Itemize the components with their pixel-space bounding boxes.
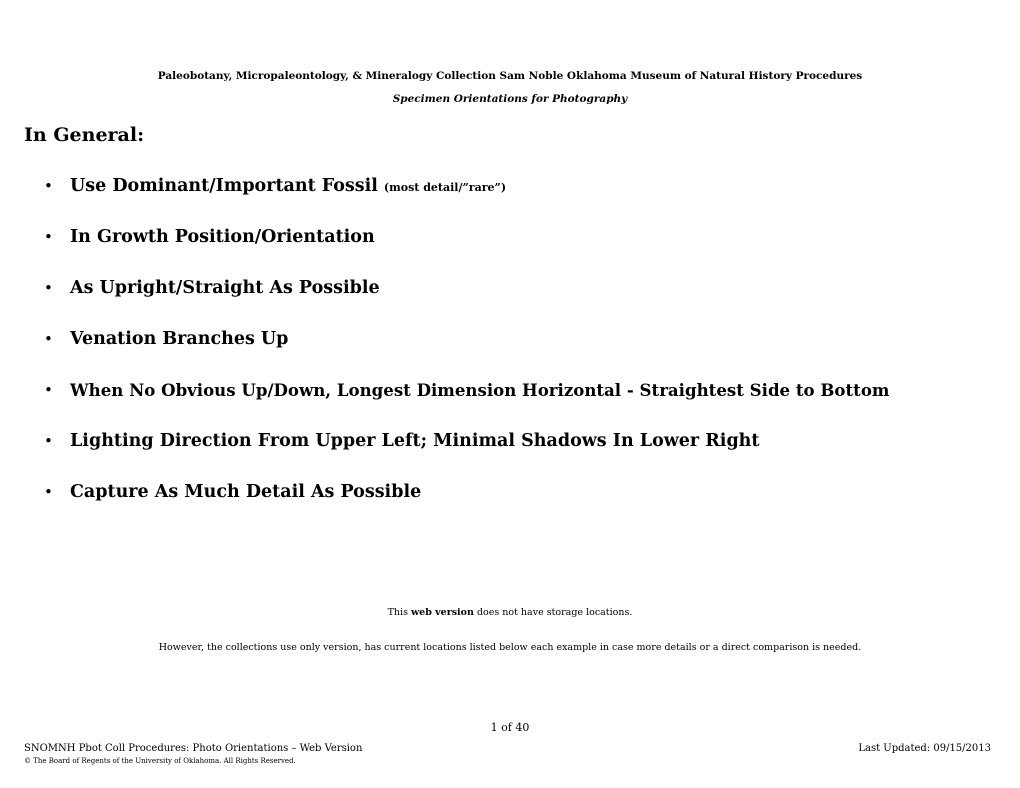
list-item — [44, 429, 889, 480]
list-item — [44, 276, 889, 327]
bullet-icon: • — [44, 330, 53, 348]
list-item-note: (most detail/”rare”) — [383, 181, 507, 194]
bullet-icon: • — [44, 228, 53, 246]
list-item — [44, 378, 889, 429]
list-item-text: Use Dominant/Important Fossil (most detail/”rare”) — [70, 176, 507, 196]
section-heading: In General: — [24, 124, 145, 146]
list-item-text: When No Obvious Up/Down, Longest Dimension Horizontal - Straightest Side to Bottom — [70, 380, 890, 400]
bullet-icon: • — [44, 177, 53, 195]
bullet-icon: • — [44, 381, 53, 399]
footer-last-updated: Last Updated: 09/15/2013 — [858, 743, 991, 754]
list-item-text: Venation Branches Up — [70, 329, 289, 349]
list-item-text: As Upright/Straight As Possible — [70, 278, 380, 298]
list-item-text: Capture As Much Detail As Possible — [70, 482, 422, 502]
web-version-emphasis: web version — [410, 607, 474, 618]
bullet-icon: • — [44, 483, 53, 501]
footer-document-name: SNOMNH Pbot Coll Procedures: Photo Orientations – Web Version — [24, 743, 363, 754]
document-title: Paleobotany, Micropaleontology, & Mineralogy Collection Sam Noble Oklahoma Museum of Natural History Procedures — [157, 70, 863, 82]
collections-note: However, the collections use only version, has current locations listed below each example in case more details or a direct comparison is needed. — [158, 642, 862, 653]
list-item — [44, 480, 889, 531]
bullet-icon: • — [44, 432, 53, 450]
list-item-text: Lighting Direction From Upper Left; Minimal Shadows In Lower Right — [70, 431, 760, 451]
list-item — [44, 225, 889, 276]
page-number: 1 of 40 — [490, 721, 530, 734]
web-version-note: This web version does not have storage locations. — [387, 607, 633, 618]
document-subtitle: Specimen Orientations for Photography — [392, 93, 628, 105]
copyright-notice: © The Board of Regents of the University of Oklahoma. All Rights Reserved. — [24, 757, 296, 765]
bullet-icon: • — [44, 279, 53, 297]
guideline-list — [44, 174, 889, 531]
list-item — [44, 327, 889, 378]
list-item-text: In Growth Position/Orientation — [70, 227, 375, 247]
list-item — [44, 174, 889, 225]
